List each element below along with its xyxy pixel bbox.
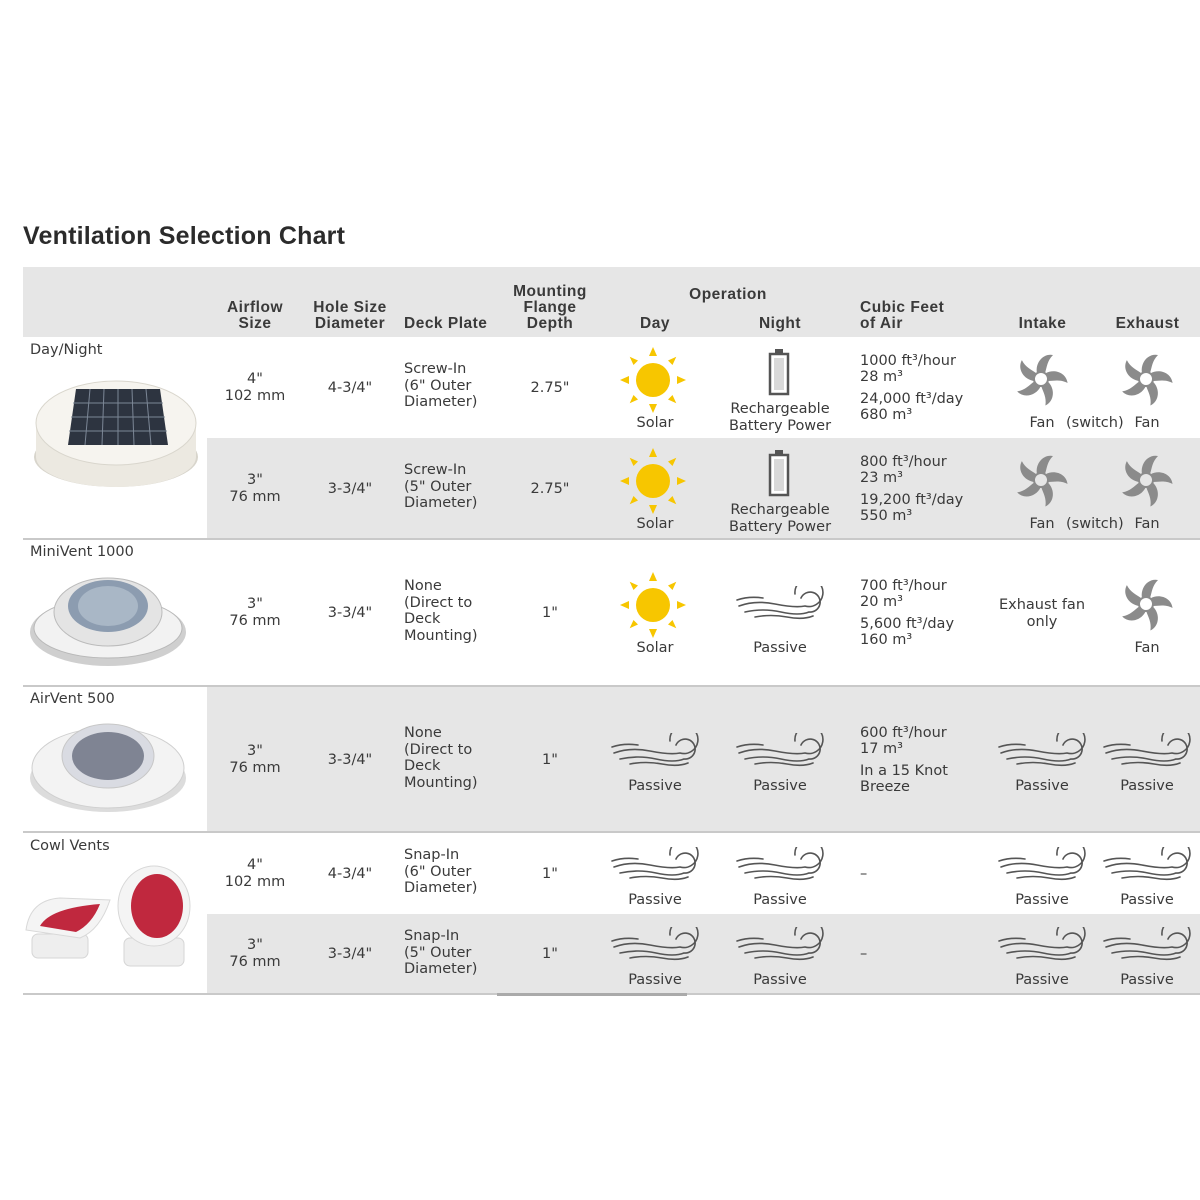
row2-deck: Screw-In (5" Outer Diameter) <box>404 462 478 511</box>
header-mounting-flange: Mounting Flange Depth <box>513 283 587 332</box>
sun-icon <box>620 572 686 638</box>
wind-icon <box>610 927 700 967</box>
row2-day-caption: Solar <box>636 516 674 532</box>
battery-icon <box>768 449 790 497</box>
row2-intake-caption: Fan <box>1029 516 1055 532</box>
header-hole-size: Hole Size Diameter <box>313 299 387 332</box>
row1-intake-caption: Fan <box>1029 415 1055 431</box>
row4-exhaust-caption: Passive <box>1120 778 1174 794</box>
row5-intake-caption: Passive <box>1015 892 1069 908</box>
wind-icon <box>610 733 700 773</box>
sun-icon <box>620 347 686 413</box>
row4-air-4: Breeze <box>860 779 910 795</box>
fan-icon <box>1117 350 1175 408</box>
header-airflow-size: Airflow Size <box>226 299 284 332</box>
fan-icon <box>1117 575 1175 633</box>
row5-flange: 1" <box>542 866 558 882</box>
row5-airflow: 4" 102 mm <box>224 857 286 890</box>
row4-hole: 3-3/4" <box>327 752 373 768</box>
row3-day-caption: Solar <box>636 640 674 656</box>
row1-airflow: 4" 102 mm <box>224 371 286 404</box>
wind-icon <box>997 733 1087 773</box>
row2-hole: 3-3/4" <box>327 481 373 497</box>
wind-icon <box>997 927 1087 967</box>
row2-air-4: 550 m³ <box>860 508 913 524</box>
row2-flange: 2.75" <box>530 481 570 497</box>
product-label-day-night: Day/Night <box>30 342 103 358</box>
row3-night-caption: Passive <box>753 640 807 656</box>
battery-icon <box>768 348 790 396</box>
row4-airflow: 3" 76 mm <box>229 743 281 776</box>
rule <box>23 831 1200 833</box>
wind-icon <box>997 847 1087 887</box>
row6-intake-caption: Passive <box>1015 972 1069 988</box>
row2-exhaust-caption: Fan <box>1134 516 1160 532</box>
row1-exhaust-caption: Fan <box>1134 415 1160 431</box>
row5-deck: Snap-In (6" Outer Diameter) <box>404 847 478 896</box>
day-night-vent-image <box>28 365 203 500</box>
rule <box>497 993 687 996</box>
row4-intake-caption: Passive <box>1015 778 1069 794</box>
chart-title: Ventilation Selection Chart <box>23 222 346 250</box>
wind-icon <box>610 847 700 887</box>
fan-icon <box>1117 451 1175 509</box>
wind-icon <box>735 847 825 887</box>
wind-icon <box>1102 733 1192 773</box>
row6-night-caption: Passive <box>753 972 807 988</box>
wind-icon <box>1102 927 1192 967</box>
wind-icon <box>735 733 825 773</box>
rule <box>23 685 1200 687</box>
product-label-minivent: MiniVent 1000 <box>30 544 134 560</box>
row1-switch-caption: (switch) <box>1066 415 1124 431</box>
row6-deck: Snap-In (5" Outer Diameter) <box>404 928 478 977</box>
row3-air-1: 700 ft³/hour <box>860 578 947 594</box>
row3-hole: 3-3/4" <box>327 605 373 621</box>
row3-airflow: 3" 76 mm <box>229 596 281 629</box>
row3-exhaust-caption: Fan <box>1134 640 1160 656</box>
row4-air-3: In a 15 Knot <box>860 763 948 779</box>
row2-air-2: 23 m³ <box>860 470 903 486</box>
rule <box>23 538 1200 540</box>
row2-air-3: 19,200 ft³/day <box>860 492 964 508</box>
row4-air-1: 600 ft³/hour <box>860 725 947 741</box>
row1-day-caption: Solar <box>636 415 674 431</box>
row5-hole: 4-3/4" <box>327 866 373 882</box>
row6-exhaust-caption: Passive <box>1120 972 1174 988</box>
row3-air-4: 160 m³ <box>860 632 913 648</box>
row1-air-1: 1000 ft³/hour <box>860 353 956 369</box>
row6-hole: 3-3/4" <box>327 946 373 962</box>
row3-flange: 1" <box>542 605 558 621</box>
row6-day-caption: Passive <box>628 972 682 988</box>
row3-intake-text: Exhaust fan only <box>998 597 1086 630</box>
fan-icon <box>1012 451 1070 509</box>
row1-deck: Screw-In (6" Outer Diameter) <box>404 361 478 410</box>
cowl-vents-image <box>20 860 205 980</box>
row1-air-3: 24,000 ft³/day <box>860 391 964 407</box>
fan-icon <box>1012 350 1070 408</box>
wind-icon <box>1102 847 1192 887</box>
row2-air-1: 800 ft³/hour <box>860 454 947 470</box>
minivent-image <box>28 570 188 670</box>
product-label-cowl: Cowl Vents <box>30 838 110 854</box>
row5-air: – <box>860 866 868 882</box>
row1-hole: 4-3/4" <box>327 380 373 396</box>
row3-air-2: 20 m³ <box>860 594 903 610</box>
wind-icon <box>735 927 825 967</box>
row2-airflow: 3" 76 mm <box>229 472 281 505</box>
product-label-airvent: AirVent 500 <box>30 691 115 707</box>
header-deck-plate: Deck Plate <box>404 315 488 332</box>
sun-icon <box>620 448 686 514</box>
header-intake: Intake <box>1018 315 1067 332</box>
wind-icon <box>735 586 825 626</box>
row6-airflow: 3" 76 mm <box>229 937 281 970</box>
row2-night-caption: Rechargeable Battery Power <box>728 502 832 535</box>
row6-air: – <box>860 946 868 962</box>
row1-night-caption: Rechargeable Battery Power <box>728 401 832 434</box>
header-cubic-feet: Cubic Feet of Air <box>860 299 945 332</box>
row4-flange: 1" <box>542 752 558 768</box>
row1-air-4: 680 m³ <box>860 407 913 423</box>
airvent-image <box>28 712 188 817</box>
row6-flange: 1" <box>542 946 558 962</box>
row2-switch-caption: (switch) <box>1066 516 1124 532</box>
header-day: Day <box>640 315 670 332</box>
row4-air-2: 17 m³ <box>860 741 903 757</box>
row4-deck: None (Direct to Deck Mounting) <box>404 725 478 791</box>
row5-exhaust-caption: Passive <box>1120 892 1174 908</box>
row1-air-2: 28 m³ <box>860 369 903 385</box>
header-night: Night <box>758 315 802 332</box>
row4-night-caption: Passive <box>753 778 807 794</box>
row1-flange: 2.75" <box>530 380 570 396</box>
row3-deck: None (Direct to Deck Mounting) <box>404 578 478 644</box>
row5-night-caption: Passive <box>753 892 807 908</box>
row4-day-caption: Passive <box>628 778 682 794</box>
header-exhaust: Exhaust <box>1115 315 1180 332</box>
row3-air-3: 5,600 ft³/day <box>860 616 955 632</box>
row5-day-caption: Passive <box>628 892 682 908</box>
header-operation: Operation <box>689 286 767 303</box>
